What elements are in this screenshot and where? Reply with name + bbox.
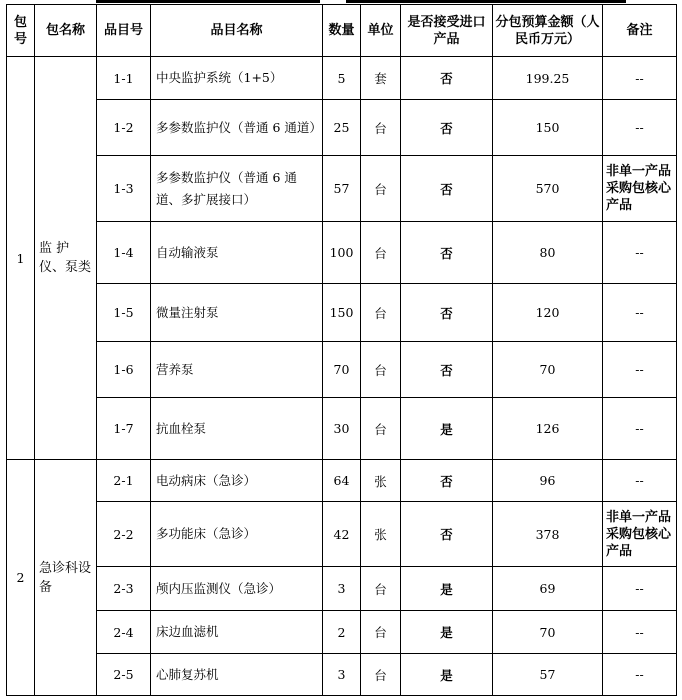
item-budget: 70 (493, 342, 603, 398)
item-import: 否 (401, 284, 493, 342)
package-no: 2 (7, 460, 35, 696)
item-unit: 台 (361, 222, 401, 284)
item-unit: 台 (361, 611, 401, 654)
item-no: 2-1 (97, 460, 151, 502)
item-name: 颅内压监测仪（急诊） (151, 567, 323, 611)
item-unit: 台 (361, 156, 401, 222)
item-no: 2-3 (97, 567, 151, 611)
item-note: -- (603, 100, 677, 156)
item-unit: 张 (361, 502, 401, 567)
header-import: 是否接受进口产品 (401, 5, 493, 57)
item-qty: 3 (323, 567, 361, 611)
header-budget: 分包预算金额（人民币万元） (493, 5, 603, 57)
item-note: -- (603, 460, 677, 502)
table-row (7, 460, 677, 502)
table-row (7, 342, 677, 398)
item-no: 2-5 (97, 654, 151, 696)
item-no: 1-5 (97, 284, 151, 342)
top-rule (96, 0, 626, 3)
item-note: -- (603, 222, 677, 284)
table-row (7, 57, 677, 100)
item-import: 否 (401, 460, 493, 502)
item-budget: 378 (493, 502, 603, 567)
item-qty: 64 (323, 460, 361, 502)
item-no: 1-7 (97, 398, 151, 460)
table-row (7, 502, 677, 567)
item-budget: 120 (493, 284, 603, 342)
item-import: 否 (401, 502, 493, 567)
table-row (7, 567, 677, 611)
item-qty: 100 (323, 222, 361, 284)
top-rule-gap (320, 0, 346, 3)
item-no: 1-3 (97, 156, 151, 222)
item-note: -- (603, 284, 677, 342)
item-budget: 80 (493, 222, 603, 284)
item-budget: 150 (493, 100, 603, 156)
item-budget: 57 (493, 654, 603, 696)
item-note: -- (603, 342, 677, 398)
item-note: -- (603, 398, 677, 460)
item-unit: 台 (361, 567, 401, 611)
item-unit: 台 (361, 342, 401, 398)
item-note: -- (603, 567, 677, 611)
item-budget: 96 (493, 460, 603, 502)
header-qty: 数量 (323, 5, 361, 57)
item-import: 是 (401, 654, 493, 696)
item-name: 多参数监护仪（普通 6 通道、多扩展接口） (151, 156, 323, 222)
header-item-no: 品目号 (97, 5, 151, 57)
item-name: 心肺复苏机 (151, 654, 323, 696)
header-pkg-no: 包号 (7, 5, 35, 57)
item-import: 否 (401, 156, 493, 222)
item-no: 2-4 (97, 611, 151, 654)
header-unit: 单位 (361, 5, 401, 57)
item-qty: 3 (323, 654, 361, 696)
item-import: 否 (401, 57, 493, 100)
item-name: 营养泵 (151, 342, 323, 398)
item-budget: 199.25 (493, 57, 603, 100)
table-row (7, 100, 677, 156)
item-qty: 5 (323, 57, 361, 100)
item-import: 否 (401, 342, 493, 398)
item-budget: 570 (493, 156, 603, 222)
item-name: 多功能床（急诊） (151, 502, 323, 567)
package-name: 监 护仪、泵类 (35, 57, 97, 460)
item-no: 1-1 (97, 57, 151, 100)
item-unit: 台 (361, 284, 401, 342)
item-import: 否 (401, 100, 493, 156)
table-row (7, 156, 677, 222)
package-name: 急诊科设备 (35, 460, 97, 696)
item-no: 1-4 (97, 222, 151, 284)
item-qty: 150 (323, 284, 361, 342)
item-budget: 70 (493, 611, 603, 654)
item-note: -- (603, 57, 677, 100)
item-import: 是 (401, 611, 493, 654)
item-name: 多参数监护仪（普通 6 通道） (151, 100, 323, 156)
procurement-table (6, 4, 677, 696)
item-import: 是 (401, 567, 493, 611)
item-import: 否 (401, 222, 493, 284)
table-row (7, 654, 677, 696)
item-no: 2-2 (97, 502, 151, 567)
item-name: 中央监护系统（1+5） (151, 57, 323, 100)
header-row (7, 5, 677, 57)
item-name: 自动输液泵 (151, 222, 323, 284)
package-no: 1 (7, 57, 35, 460)
table-row (7, 284, 677, 342)
item-no: 1-2 (97, 100, 151, 156)
item-import: 是 (401, 398, 493, 460)
header-item-name: 品目名称 (151, 5, 323, 57)
header-pkg-name: 包名称 (35, 5, 97, 57)
item-note: -- (603, 611, 677, 654)
item-note: 非单一产品采购包核心产品 (603, 502, 677, 567)
item-unit: 套 (361, 57, 401, 100)
header-note: 备注 (603, 5, 677, 57)
item-unit: 张 (361, 460, 401, 502)
item-unit: 台 (361, 100, 401, 156)
item-qty: 2 (323, 611, 361, 654)
item-qty: 57 (323, 156, 361, 222)
table-row (7, 222, 677, 284)
item-budget: 126 (493, 398, 603, 460)
item-note: 非单一产品采购包核心产品 (603, 156, 677, 222)
item-qty: 70 (323, 342, 361, 398)
item-unit: 台 (361, 654, 401, 696)
item-qty: 42 (323, 502, 361, 567)
item-unit: 台 (361, 398, 401, 460)
item-budget: 69 (493, 567, 603, 611)
item-note: -- (603, 654, 677, 696)
item-qty: 30 (323, 398, 361, 460)
table-row (7, 398, 677, 460)
item-qty: 25 (323, 100, 361, 156)
item-name: 电动病床（急诊） (151, 460, 323, 502)
table-row (7, 611, 677, 654)
item-name: 微量注射泵 (151, 284, 323, 342)
item-no: 1-6 (97, 342, 151, 398)
item-name: 抗血栓泵 (151, 398, 323, 460)
item-name: 床边血滤机 (151, 611, 323, 654)
